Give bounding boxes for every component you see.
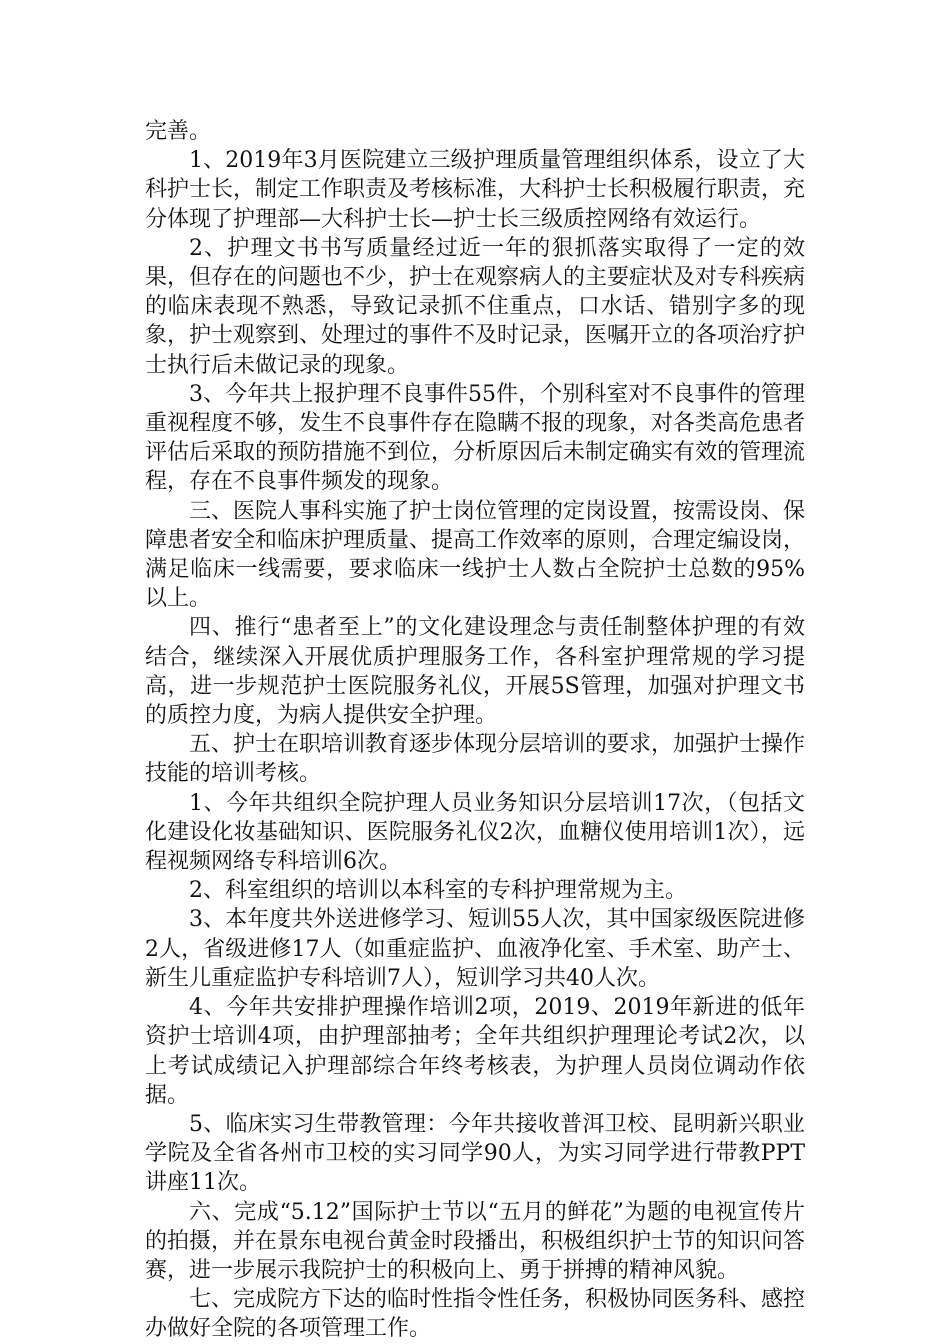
paragraph-training-operations: 4、今年共安排护理操作培训2项，2019、2019年新进的低年资护士培训4项，由护理部抽考；全年共组织护理理论考试2次，以上考试成绩记入护理部综合年终考核表，为护理人员岗位调动作依据。 bbox=[145, 995, 805, 1108]
paragraph-section-six: 六、完成“5.12”国际护士节以“五月的鲜花”为题的电视宣传片的拍摄，并在景东电视台黄金时段播出，积极组织护士节的知识问答赛，进一步展示我院护士的积极向上、勇于拼搏的精神风貌。 bbox=[145, 1199, 806, 1283]
paragraph-section-seven: 七、完成院方下达的临时性指令性任务，积极协同医务科、感控办做好全院的各项管理工作。 bbox=[145, 1287, 806, 1342]
paragraph-continuation: 完善。 bbox=[145, 119, 212, 144]
paragraph-section-five: 五、护士在职培训教育逐步体现分层培训的要求，加强护士操作技能的培训考核。 bbox=[145, 732, 806, 787]
paragraph-training-external: 3、本年度共外送进修学习、短训55人次，其中国家级医院进修2人，省级进修17人（如重症监护、血液净化室、手术室、助产士、新生儿重症监护专科培训7人），短训学习共40人次。 bbox=[145, 907, 805, 991]
paragraph-section-four: 四、推行“患者至上”的文化建设理念与责任制整体护理的有效结合，继续深入开展优质护理服务工作，各科室护理常规的学习提高，进一步规范护士医院服务礼仪，开展5S管理，加强对护理文书的质控力度，为病人提供安全护理。 bbox=[145, 615, 805, 729]
paragraph-training-layered: 1、今年共组织全院护理人员业务知识分层培训17次，（包括文化建设化妆基础知识、医院服务礼仪2次，血糖仪使用培训1次），远程视频网络专科培训6次。 bbox=[145, 790, 805, 875]
paragraph-quality-system: 1、2019年3月医院建立三级护理质量管理组织体系，设立了大科护士长，制定工作职责及考核标准，大科护士长积极履行职责，充分体现了护理部—大科护士长—护士长三级质控网络有效运行。 bbox=[145, 148, 806, 232]
paragraph-section-three: 三、医院人事科实施了护士岗位管理的定岗设置，按需设岗、保障患者安全和临床护理质量、提高工作效率的原则，合理定编设岗，满足临床一线需要，要求临床一线护士人数占全院护士总数的95%以上。 bbox=[145, 498, 806, 612]
paragraph-training-department: 2、科室组织的培训以本科室的专科护理常规为主。 bbox=[189, 878, 687, 904]
paragraph-nursing-documents: 2、护理文书书写质量经过近一年的狠抓落实取得了一定的效果，但存在的问题也不少，护士在观察病人的主要症状及对专科疾病的临床表现不熟悉，导致记录抓不住重点，口水话、错别字多的现象，护士观察到、处理过的事件不及时记录，医嘱开立的各项治疗护士执行后未做记录的现象。 bbox=[145, 235, 806, 378]
paragraph-adverse-events: 3、今年共上报护理不良事件55件，个别科室对不良事件的管理重视程度不够，发生不良事件存在隐瞒不报的现象，对各类高危患者评估后采取的预防措施不到位，分析原因后未制定确实有效的管理流程，存在不良事件频发的现象。 bbox=[145, 381, 806, 495]
paragraph-internship: 5、临床实习生带教管理：今年共接收普洱卫校、昆明新兴职业学院及全省各州市卫校的实习同学90人，为实习同学进行带教PPT讲座11次。 bbox=[145, 1111, 805, 1196]
document-body bbox=[145, 117, 805, 1344]
